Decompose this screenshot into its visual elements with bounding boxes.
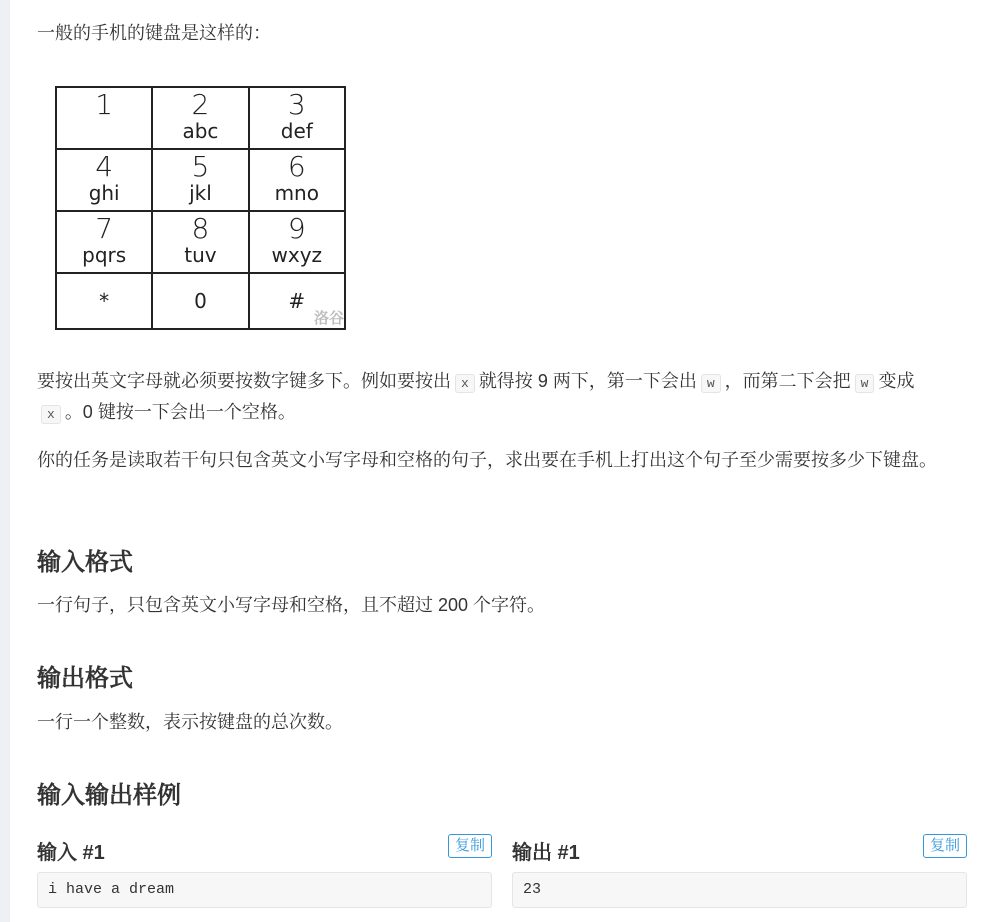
samples-heading: 输入输出样例 bbox=[37, 782, 181, 809]
sample-output-section bbox=[512, 832, 967, 908]
press-explanation bbox=[37, 367, 957, 429]
key-8 bbox=[152, 211, 248, 273]
key-number: 2 bbox=[191, 88, 210, 121]
input-format-heading: 输入格式 bbox=[37, 549, 133, 576]
sample-output-title: 输出 #1 bbox=[512, 842, 580, 864]
key-6 bbox=[249, 149, 345, 211]
inline-code: w bbox=[701, 374, 721, 393]
key-number: 6 bbox=[287, 150, 306, 183]
copy-input-button[interactable]: 复制 bbox=[448, 834, 492, 858]
task-description: 你的任务是读取若干句只包含英文小写字母和空格的句子，求出要在手机上打出这个句子至少需要按多少下键盘。 bbox=[37, 450, 937, 470]
key-0 bbox=[152, 273, 248, 329]
key-letters: mno bbox=[274, 181, 319, 205]
key-letters: wxyz bbox=[271, 243, 323, 267]
key-symbol: 0 bbox=[194, 289, 207, 313]
inline-code: x bbox=[41, 405, 61, 424]
key-7 bbox=[56, 211, 152, 273]
keypad-grid bbox=[55, 86, 346, 330]
key-3 bbox=[249, 87, 345, 149]
key-number: 4 bbox=[95, 150, 114, 183]
input-format-text: 一行句子，只包含英文小写字母和空格，且不超过 200 个字符。 bbox=[37, 595, 546, 615]
luogu-watermark: 洛谷 bbox=[313, 309, 344, 327]
key-4 bbox=[56, 149, 152, 211]
text-segment: ，而第二下会把 bbox=[724, 371, 851, 391]
inline-code: x bbox=[455, 374, 475, 393]
key-9 bbox=[249, 211, 345, 273]
text-segment: 就得按 9 两下，第一下会出 bbox=[478, 371, 697, 391]
key-star bbox=[56, 273, 152, 329]
sample-output-box[interactable]: 23 bbox=[512, 872, 967, 908]
key-1 bbox=[56, 87, 152, 149]
text-segment: 变成 bbox=[878, 371, 915, 391]
key-5 bbox=[152, 149, 248, 211]
copy-output-button[interactable]: 复制 bbox=[923, 834, 967, 858]
key-symbol: * bbox=[99, 289, 110, 313]
inline-code: w bbox=[855, 374, 875, 393]
left-sidebar-strip bbox=[0, 0, 10, 922]
intro-text: 一般的手机的键盘是这样的： bbox=[37, 23, 271, 43]
key-number: 9 bbox=[287, 212, 306, 245]
output-format-text: 一行一个整数，表示按键盘的总次数。 bbox=[37, 712, 343, 732]
text-segment: 要按出英文字母就必须要按数字键多下。例如要按出 bbox=[37, 371, 451, 391]
key-number: 5 bbox=[191, 150, 210, 183]
sample-input-section bbox=[37, 832, 492, 908]
key-letters: def bbox=[280, 119, 313, 143]
key-2 bbox=[152, 87, 248, 149]
key-symbol: # bbox=[288, 289, 306, 313]
sample-input-box[interactable]: i have a dream bbox=[37, 872, 492, 908]
key-number: 3 bbox=[287, 88, 306, 121]
text-segment: 。0 键按一下会出一个空格。 bbox=[64, 402, 296, 422]
key-hash bbox=[249, 273, 345, 329]
sample-input-title: 输入 #1 bbox=[37, 842, 105, 864]
key-letters: jkl bbox=[189, 181, 212, 205]
key-letters: tuv bbox=[184, 243, 217, 267]
key-number: 8 bbox=[191, 212, 210, 245]
key-letters: ghi bbox=[88, 181, 120, 205]
key-letters: abc bbox=[182, 119, 219, 143]
key-letters: pqrs bbox=[82, 243, 127, 267]
key-number: 1 bbox=[95, 88, 114, 121]
sample-output-header bbox=[512, 832, 967, 868]
key-number: 7 bbox=[95, 212, 114, 245]
sample-input-header bbox=[37, 832, 492, 868]
output-format-heading: 输出格式 bbox=[37, 665, 133, 692]
phone-keypad-image bbox=[55, 86, 346, 327]
